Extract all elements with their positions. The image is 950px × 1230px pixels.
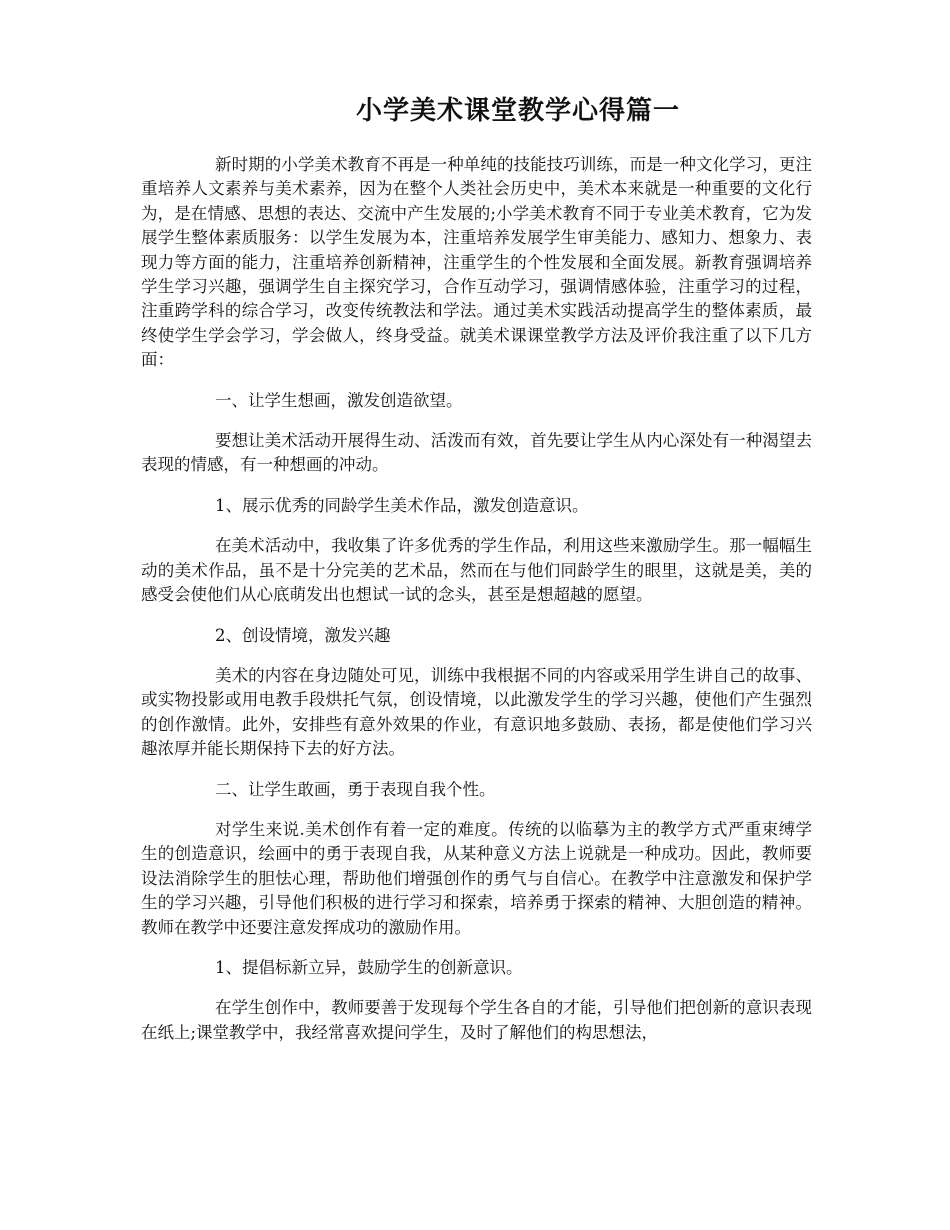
paragraph: 对学生来说.美术创作有着一定的难度。传统的以临摹为主的教学方式严重束缚学生的创造意识，绘画中的勇于表现自我，从某种意义方法上说就是一种成功。因此，教师要设法消除学生的胆怯心理，帮助他们增强创作的勇气与自信心。在教学中注意激发和保护学生的学习兴趣，引导他们积极的进行学习和探索，培养勇于探索的精神、大胆创造的精神。教师在教学中还要注意发挥成功的激励作用。	[141, 819, 812, 937]
paragraph-intro: 新时期的小学美术教育不再是一种单纯的技能技巧训练，而是一种文化学习，更注重培养人文素养与美术素养，因为在整个人类社会历史中，美术本来就是一种重要的文化行为，是在情感、思想的表达、交流中产生发展的;小学美术教育不同于专业美术教育，它为发展学生整体素质服务：以学生发展为本，注重培养发展学生审美能力、感知力、想象力、表现力等方面的能力，注重培养创新精神，注重学生的个性发展和全面发展。新教育强调培养学生学习兴趣，强调学生自主探究学习，合作互动学习，强调情感体验，注重学习的过程，注重跨学科的综合学习，改变传统教法和学法。通过美术实践活动提高学生的整体素质，最终使学生学会学习，学会做人，终身受益。就美术课课堂教学方法及评价我注重了以下几方面：	[141, 155, 812, 370]
paragraph: 在学生创作中，教师要善于发现每个学生各自的才能，引导他们把创新的意识表现在纸上;课堂教学中，我经常喜欢提问学生，及时了解他们的构思想法，	[141, 998, 812, 1042]
paragraph: 美术的内容在身边随处可见，训练中我根据不同的内容或采用学生讲自己的故事、或实物投影或用电教手段烘托气氛，创设情境，以此激发学生的学习兴趣，使他们产生强烈的创作激情。此外，安排些有意外效果的作业，有意识地多鼓励、表扬，都是使他们学习兴趣浓厚并能长期保持下去的好方法。	[141, 665, 812, 759]
paragraph: 在美术活动中，我收集了许多优秀的学生作品，利用这些来激励学生。那一幅幅生动的美术作品，虽不是十分完美的艺术品，然而在与他们同龄学生的眼里，这就是美，美的感受会使他们从心底萌发出也想试一试的念头，甚至是想超越的愿望。	[141, 536, 812, 605]
paragraph: 要想让美术活动开展得生动、活泼而有效，首先要让学生从内心深处有一种渴望去表现的情感，有一种想画的冲动。	[141, 431, 812, 475]
document-body	[141, 153, 812, 1061]
heading-section-two: 二、让学生敢画，勇于表现自我个性。	[215, 779, 496, 799]
page-title: 小学美术课堂教学心得篇一	[356, 96, 681, 126]
heading-section-one: 一、让学生想画，激发创造欲望。	[215, 390, 463, 410]
subheading-item-1: 1、提倡标新立异，鼓励学生的创新意识。	[215, 957, 523, 977]
subheading-item-2: 2、创设情境，激发兴趣	[215, 625, 391, 645]
subheading-item-1: 1、展示优秀的同龄学生美术作品，激发创造意识。	[215, 495, 589, 515]
